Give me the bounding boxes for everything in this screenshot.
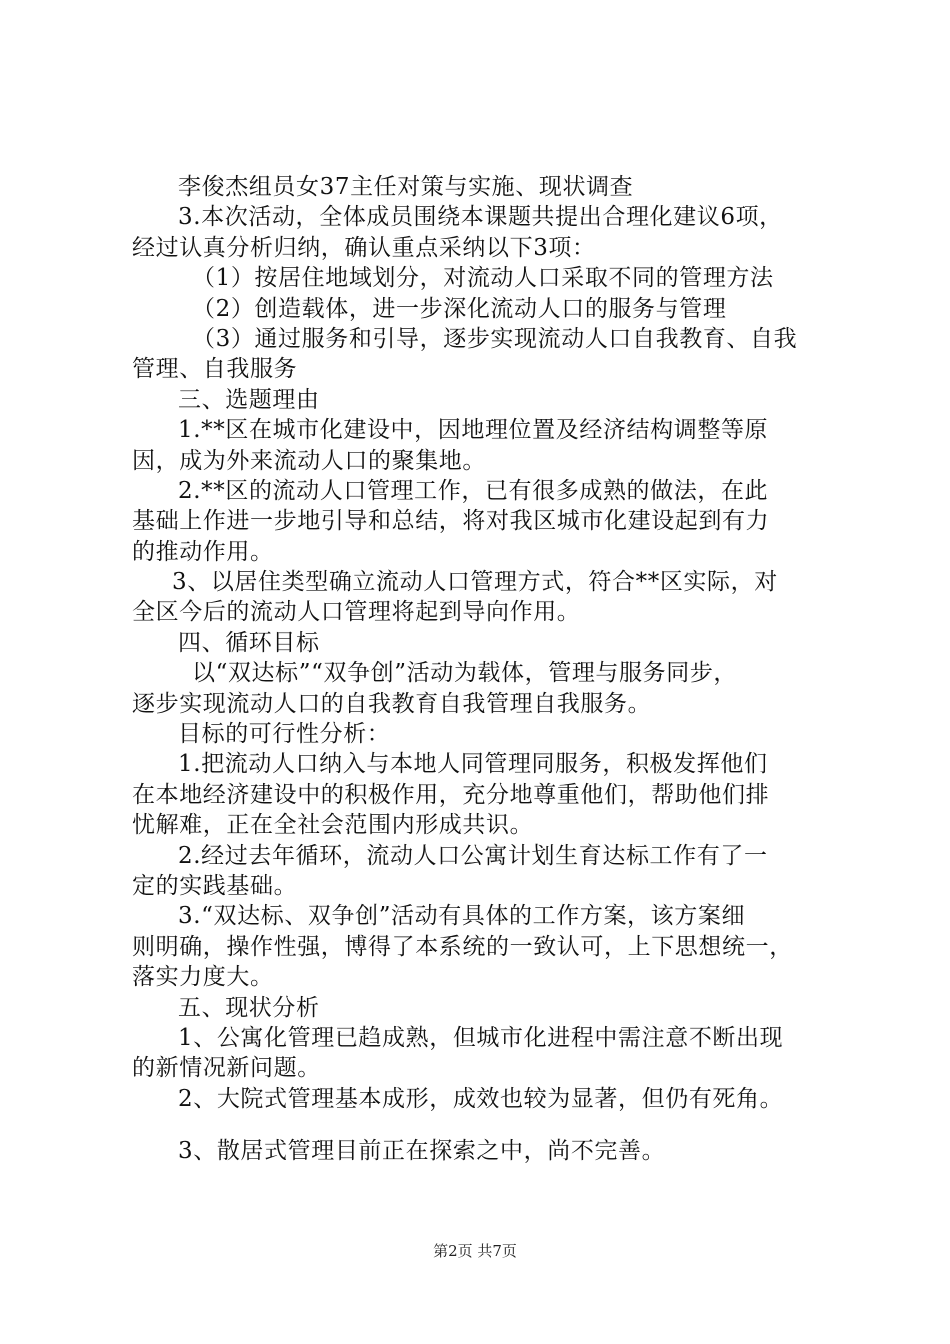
document-body [132,172,832,1167]
text-line: 2.**区的流动人口管理工作，已有很多成熟的做法，在此 [178,477,769,504]
text-line: 在本地经济建设中的积极作用，充分地尊重他们，帮助他们排 [132,781,770,808]
text-line: 1、公寓化管理已趋成熟，但城市化进程中需注意不断出现 [178,1024,784,1051]
text-line: （3）通过服务和引导，逐步实现流动人口自我教育、自我 [192,325,798,352]
text-line: （1）按居住地域划分，对流动人口采取不同的管理方法 [192,265,774,292]
text-line: 的新情况新问题。 [132,1055,321,1082]
text-line: 1.**区在城市化建设中，因地理位置及经济结构调整等原 [178,417,769,444]
text-line: 管理、自我服务 [132,356,298,383]
text-line: 以“双达标”“双争创”活动为载体，管理与服务同步， [192,660,738,687]
text-line: 3.“双达标、双争创”活动有具体的工作方案，该方案细 [178,903,746,930]
text-line: 因，成为外来流动人口的聚集地。 [132,447,486,474]
text-line: 三、选题理由 [178,386,320,413]
text-line: 四、循环目标 [178,629,320,656]
text-line: 定的实践基础。 [132,872,298,899]
text-line: 基础上作进一步地引导和总结，将对我区城市化建设起到有力 [132,508,770,535]
text-line: 李俊杰组员女37主任对策与实施、现状调查 [178,174,634,200]
text-line: （2）创造载体，进一步深化流动人口的服务与管理 [192,295,727,322]
text-line: 落实力度大。 [132,964,274,991]
text-line: 2.经过去年循环，流动人口公寓计划生育达标工作有了一 [178,842,768,869]
text-line: 3、散居式管理目前正在探索之中，尚不完善。 [178,1138,666,1165]
text-line: 目标的可行性分析： [178,721,391,748]
text-line: 3.本次活动，全体成员围绕本课题共提出合理化建议6项， [178,204,783,231]
text-line: 经过认真分析归纳，确认重点采纳以下3项： [132,234,596,261]
text-line: 2、大院式管理基本成形，成效也较为显著，但仍有死角。 [178,1085,784,1112]
text-line: 3、以居住类型确立流动人口管理方式，符合**区实际，对 [172,569,778,596]
text-line: 五、现状分析 [178,994,320,1021]
text-line: 1.把流动人口纳入与本地人同管理同服务，积极发挥他们 [178,751,768,778]
page-footer: 第2页 共7页 [433,1242,517,1260]
text-line: 全区今后的流动人口管理将起到导向作用。 [132,599,581,626]
paragraph-gap [132,1114,832,1136]
text-line: 的推动作用。 [132,538,274,565]
text-line: 则明确，操作性强，博得了本系统的一致认可，上下思想统一， [132,933,793,960]
text-line: 逐步实现流动人口的自我教育自我管理自我服务。 [132,690,652,717]
text-line: 忧解难，正在全社会范围内形成共识。 [132,812,534,839]
